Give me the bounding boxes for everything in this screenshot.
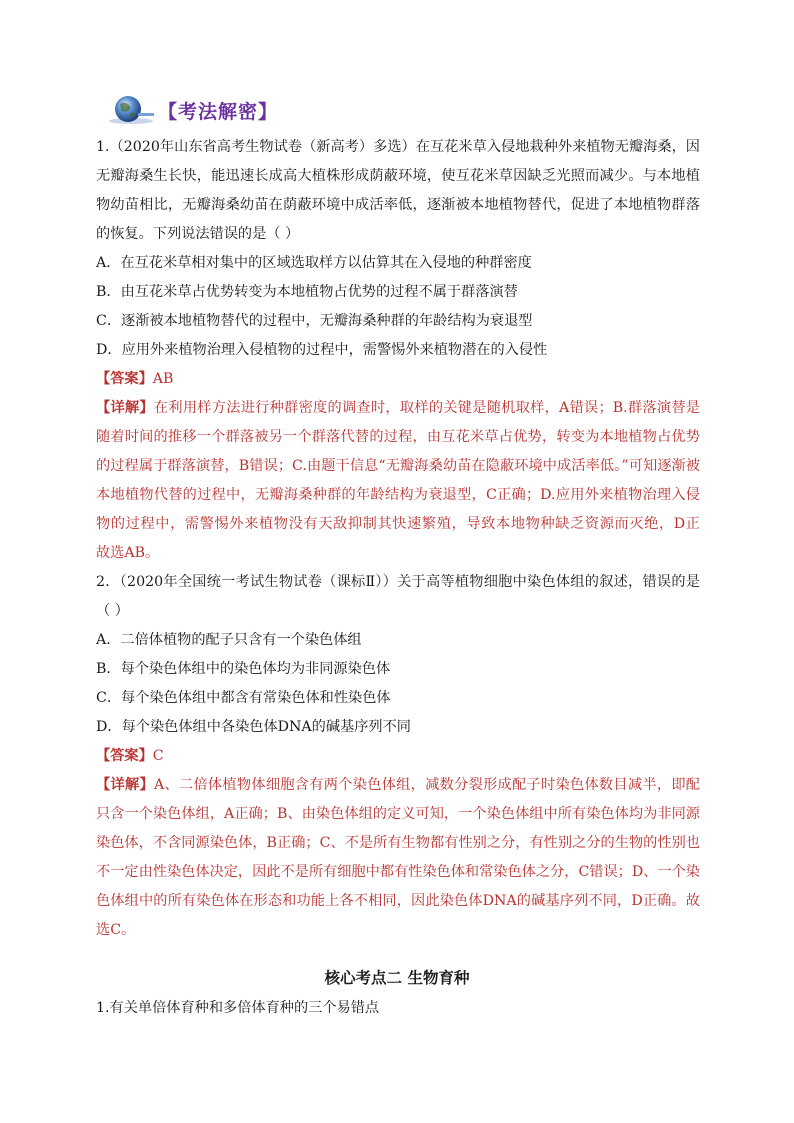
q2-answer	[96, 742, 700, 771]
q2-detail-line: 选C。	[96, 922, 136, 938]
answer-value: C	[152, 748, 164, 764]
q1-option-a: A．在互花米草相对集中的区域选取样方以估算其在入侵地的种群密度	[96, 255, 532, 271]
q2-stem-line: 2．（2020年全国统一考试生物试卷（课标Ⅱ））关于高等植物细胞中染色体组的叙述，错误的是	[96, 574, 700, 590]
detail-text: A、二倍体植物体细胞含有两个染色体组，减数分裂形成配子时染色体数目减半，即配	[153, 777, 700, 793]
q1-answer	[96, 365, 700, 394]
section-header	[108, 92, 278, 128]
section-heading: 核心考点二 生物育种	[324, 969, 470, 987]
q2-detail-line: 色体组中的所有染色体在形态和功能上各不相同，因此染色体DNA的碱基序列不同，D正确。故	[96, 893, 700, 909]
answer-label: 【答案】	[96, 371, 153, 387]
q1-stem-line: 1.（2020年山东省高考生物试卷（新高考）多选）在互花米草入侵地栽种外来植物无瓣海桑，因	[96, 139, 700, 155]
section-first-line: 1.有关单倍体育种和多倍体育种的三个易错点	[96, 1000, 380, 1016]
q2-option-b: B．每个染色体组中的染色体均为非同源染色体	[96, 661, 391, 677]
q1-stem-line: 物幼苗相比，无瓣海桑幼苗在荫蔽环境中成活率低，逐渐被本地植物替代，促进了本地植物群落	[96, 197, 700, 213]
q1-detail-line	[96, 394, 700, 423]
q2-option-a: A．二倍体植物的配子只含有一个染色体组	[96, 632, 362, 648]
q2-detail-line: 不一定由性染色体决定，因此不是所有细胞中都有性染色体和常染色体之分，C错误；D、一个染	[96, 864, 700, 880]
detail-label: 【详解】	[96, 777, 154, 793]
main-content	[96, 133, 700, 945]
q1-detail-line: 物的过程中，需警惕外来植物没有天敌抑制其快速繁殖，导致本地物种缺乏资源而灭绝，D正	[96, 516, 700, 532]
q1-detail-line: 的过程属于群落演替，B错误；C.由题干信息“无瓣海桑幼苗在隐蔽环境中成活率低。”可知逐渐被	[96, 458, 700, 474]
q1-option-c: C．逐渐被本地植物替代的过程中，无瓣海桑种群的年龄结构为衰退型	[96, 313, 533, 329]
globe-icon	[108, 93, 154, 127]
q2-detail-line: 只含一个染色体组，A正确；B、由染色体组的定义可知，一个染色体组中所有染色体均为非同源	[96, 806, 700, 822]
answer-value: AB	[152, 371, 174, 387]
q2-detail-line: 染色体，不含同源染色体，B正确；C、不是所有生物都有性别之分，有性别之分的生物的性别也	[96, 835, 700, 851]
q1-detail-line: 本地植物代替的过程中，无瓣海桑种群的年龄结构为衰退型，C正确；D.应用外来植物治理入侵	[96, 487, 700, 503]
detail-text: 在利用样方法进行种群密度的调查时，取样的关键是随机取样，A错误；B.群落演替是	[153, 400, 700, 416]
q1-option-d: D．应用外来植物治理入侵植物的过程中，需警惕外来植物潜在的入侵性	[96, 342, 548, 358]
q2-detail-line	[96, 771, 700, 800]
q2-option-d: D．每个染色体组中各染色体DNA的碱基序列不同	[96, 719, 411, 735]
detail-label: 【详解】	[96, 400, 154, 416]
q2-stem-line: （ ）	[96, 603, 129, 619]
answer-label: 【答案】	[96, 748, 153, 764]
q1-option-b: B．由互花米草占优势转变为本地植物占优势的过程不属于群落演替	[96, 284, 518, 300]
section-title: 【考法解密】	[158, 100, 279, 123]
q2-option-c: C．每个染色体组中都含有常染色体和性染色体	[96, 690, 391, 706]
q1-stem-line: 的恢复。下列说法错误的是（ ）	[96, 226, 300, 242]
q1-detail-line: 故选AB。	[96, 545, 160, 561]
q1-stem-line: 无瓣海桑生长快，能迅速长成高大植株形成荫蔽环境，使互花米草因缺乏光照而减少。与本地植	[96, 168, 700, 184]
q1-detail-line: 随着时间的推移一个群落被另一个群落代替的过程，由互花米草占优势，转变为本地植物占优势	[96, 429, 700, 445]
